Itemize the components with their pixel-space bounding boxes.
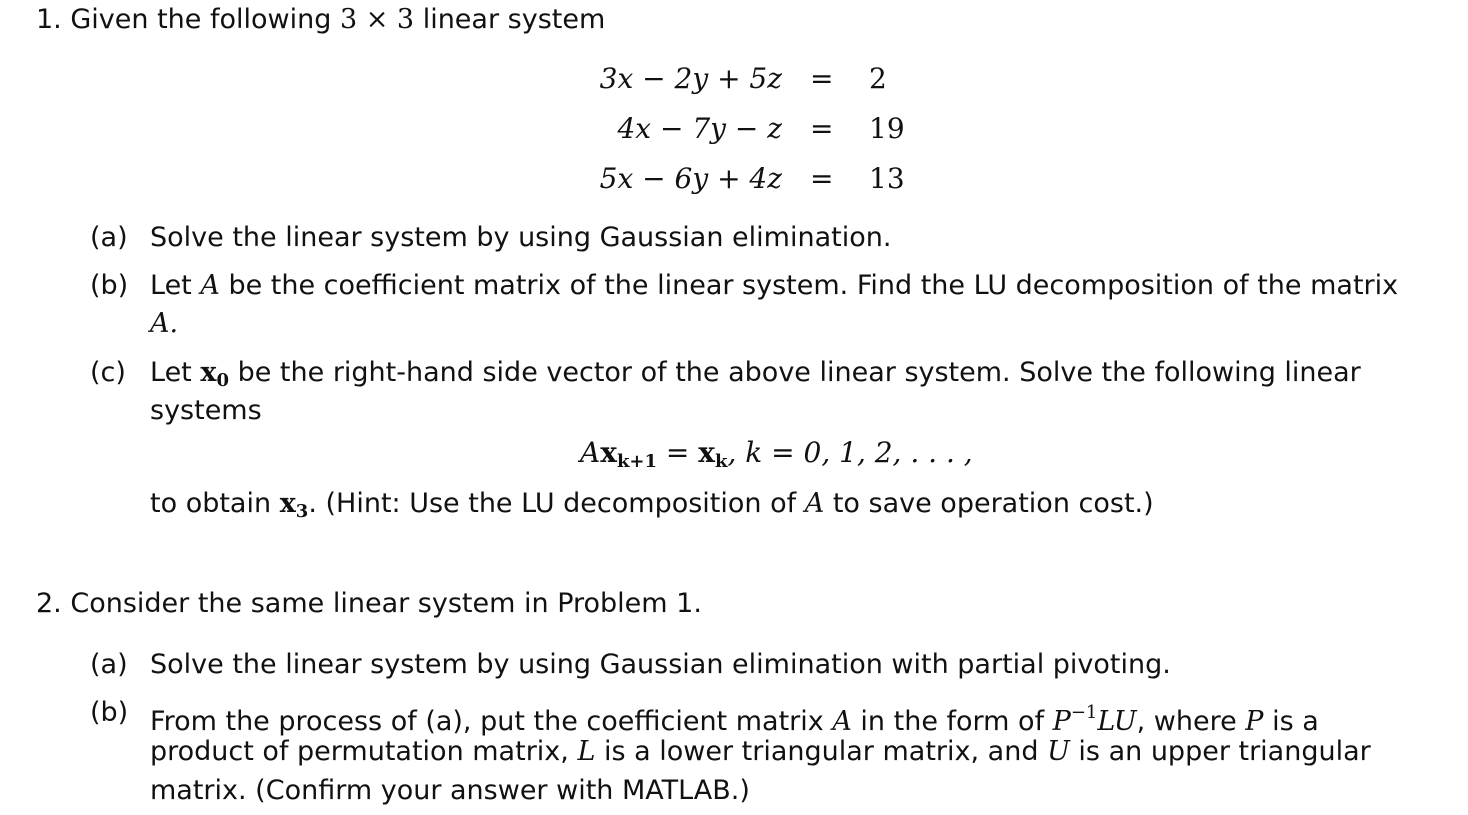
problem-1b-line1 (150, 269, 1420, 303)
problem-1c-line1 (150, 356, 1361, 398)
equation-2-lhs-wrap (560, 112, 782, 146)
problem-1c-line3: to obtain $x_3$. (Hint: Use the LU decomposition of A to save operation cost.) (150, 488, 1154, 522)
problem-2-number: 2. (36, 588, 62, 619)
problem-1c-pre: Let (150, 357, 192, 388)
problem-1-intro-tail: linear system (422, 4, 606, 35)
problem-1b-label: (b) (90, 270, 129, 301)
equation-2-lhs: 4x − 7y − z (617, 112, 782, 145)
problem-1a-text: Solve the linear system by using Gaussian elimination. (150, 222, 892, 253)
problem-1c-display-equation: $Ax_{k+1} = x_k$, k = 0, 1, 2, . . . , (580, 436, 973, 472)
equation-3-rhs: 13 (869, 162, 905, 195)
equation-1-lhs: 3x − 2y + 5z (599, 62, 782, 95)
problem-2b-label: (b) (90, 697, 129, 728)
problem-2-intro-text: Consider the same linear system in Problem 1. (70, 588, 702, 619)
problem-2-intro (36, 587, 702, 621)
problem-1c-x0: $x_0$ (200, 357, 229, 391)
problem-1b-line2: A. (150, 308, 179, 339)
equation-2-eq: = (810, 112, 834, 145)
equation-2-rhs: 19 (869, 112, 905, 145)
equation-3-lhs-wrap (560, 162, 782, 196)
equation-1-rhs: 2 (869, 62, 887, 95)
equation-3-eq: = (810, 162, 834, 195)
problem-2b-line3: matrix. (Confirm your answer with MATLAB.) (150, 775, 750, 806)
equation-3-lhs: 5x − 6y + 4z (599, 162, 782, 195)
problem-1-intro-text: Given the following (70, 4, 332, 35)
equation-1-lhs-wrap (560, 62, 782, 96)
problem-1-intro (36, 3, 605, 37)
problem-1b-pre: Let (150, 270, 192, 301)
problem-2a-label: (a) (90, 649, 128, 680)
problem-1-number: 1. (36, 4, 62, 35)
equation-1-eq: = (810, 62, 834, 95)
problem-2b-line2: product of permutation matrix, L is a lower triangular matrix, and U is an upper triangular (150, 736, 1371, 767)
problem-1b-var-a: A (200, 270, 220, 301)
problem-1a-label: (a) (90, 222, 128, 253)
problem-2a-text: Solve the linear system by using Gaussian elimination with partial pivoting. (150, 649, 1171, 680)
problem-1c-x3: $x_3$ (279, 488, 309, 522)
problem-2b-line1: From the process of (a), put the coefficient matrix A in the form of $P^{-1}LU$, where P is a (150, 702, 1319, 737)
problem-1c-post: be the right-hand side vector of the above linear system. Solve the following linear (237, 357, 1361, 388)
problem-1b-post: be the coefficient matrix of the linear system. Find the LU decomposition of the matrix (228, 270, 1399, 301)
problem-1c-line2: systems (150, 395, 262, 426)
problem-1c-label: (c) (90, 357, 126, 388)
problem-1-intro-math: 3 × 3 (339, 4, 415, 35)
